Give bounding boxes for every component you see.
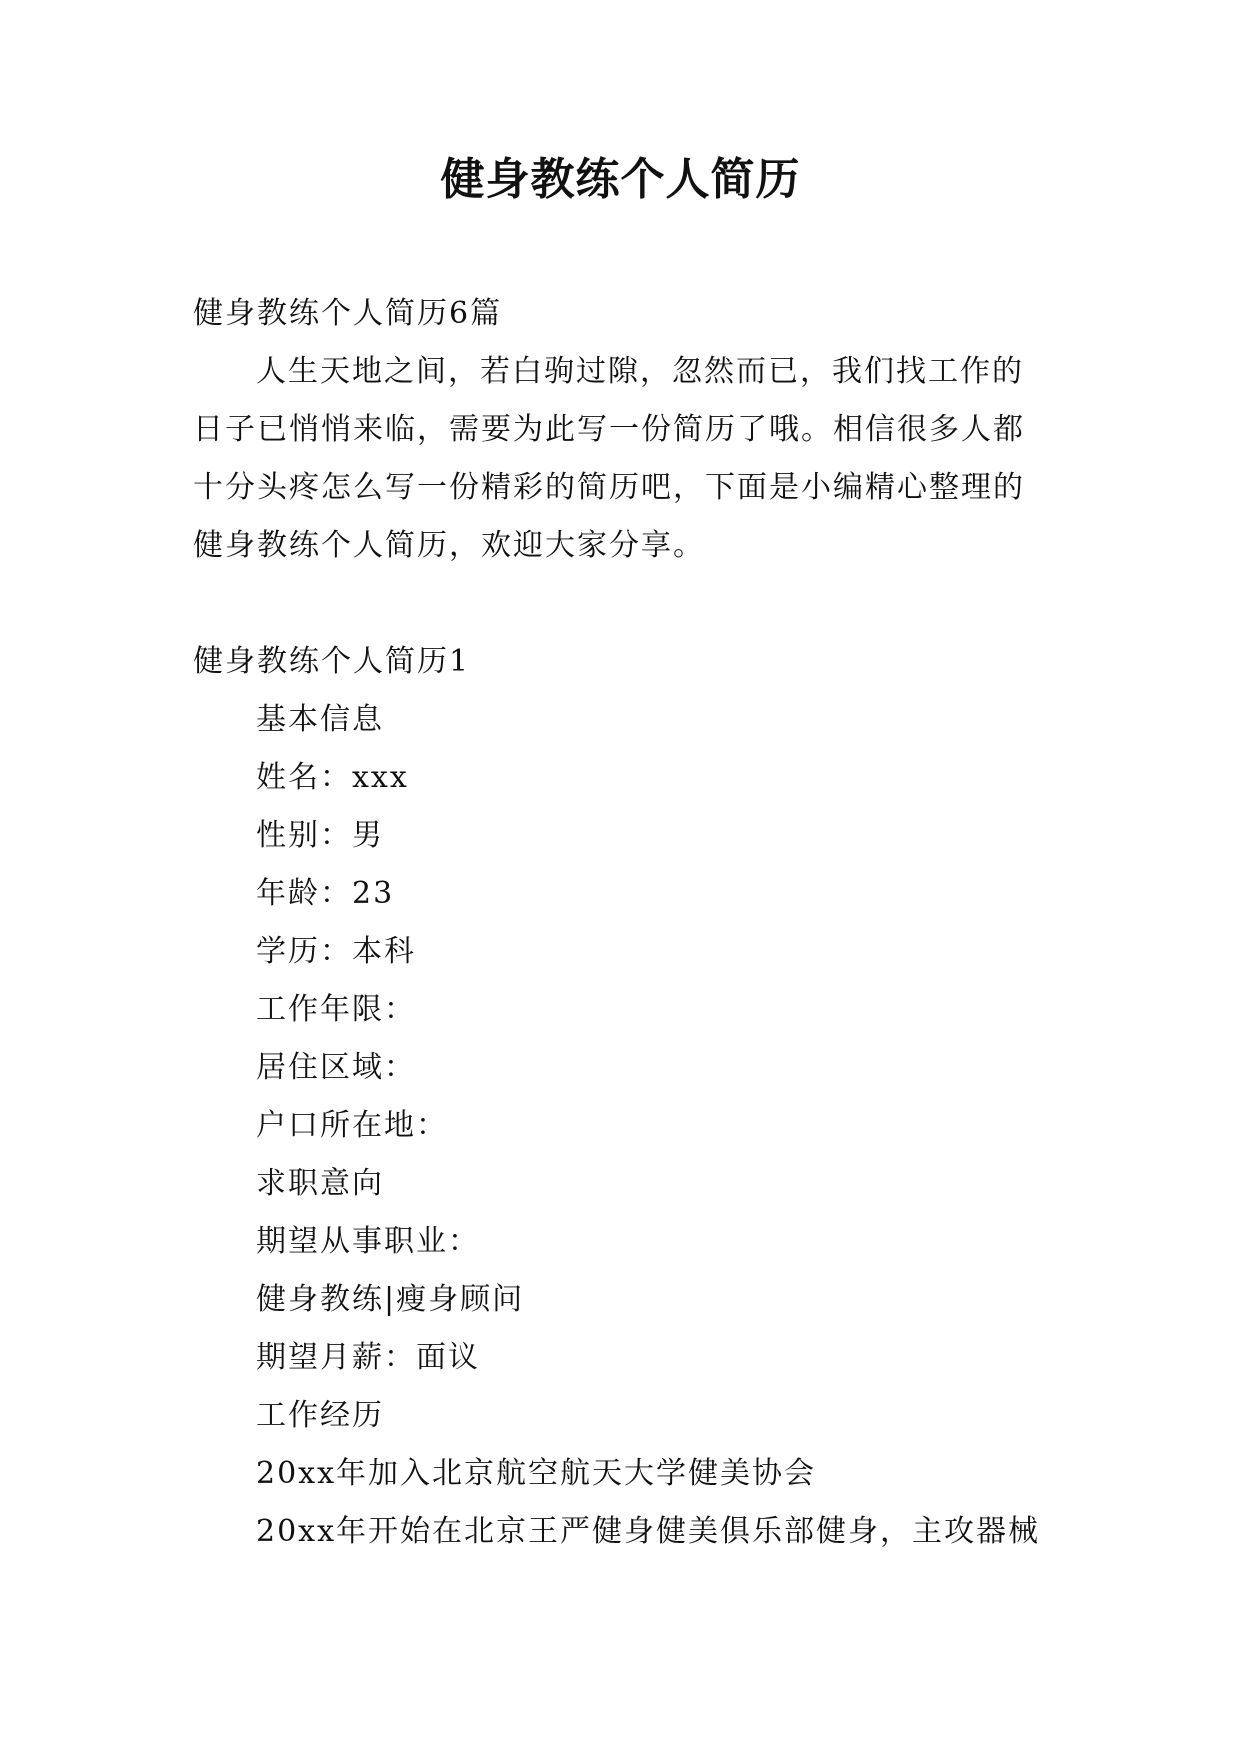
resume-field: 工作经历	[256, 1398, 384, 1433]
resume-field: 性别：男	[256, 818, 384, 853]
resume-field: 居住区域：	[256, 1050, 416, 1085]
resume-field: 期望从事职业：	[256, 1224, 480, 1259]
intro-line: 健身教练个人简历，欢迎大家分享。	[193, 528, 705, 563]
intro-line: 十分头疼怎么写一份精彩的简历吧，下面是小编精心整理的	[193, 470, 1025, 505]
intro-line: 人生天地之间，若白驹过隙，忽然而已，我们找工作的	[256, 354, 1024, 389]
subtitle: 健身教练个人简历6篇	[193, 296, 503, 331]
resume-field: 20xx年加入北京航空航天大学健美协会	[256, 1456, 817, 1491]
section-heading: 健身教练个人简历1	[193, 644, 471, 679]
resume-field: 健身教练|瘦身顾问	[256, 1282, 525, 1317]
resume-field: 学历：本科	[256, 934, 416, 969]
resume-field: 期望月薪：面议	[256, 1340, 480, 1375]
document-title: 健身教练个人简历	[440, 154, 801, 205]
resume-field: 户口所在地：	[256, 1108, 448, 1143]
resume-field: 年龄：23	[256, 876, 395, 911]
resume-field: 求职意向	[256, 1166, 384, 1201]
resume-field: 工作年限：	[256, 992, 416, 1027]
resume-field: 姓名：xxx	[256, 760, 409, 795]
resume-field: 20xx年开始在北京王严健身健美俱乐部健身，主攻器械	[256, 1514, 1041, 1549]
resume-field: 基本信息	[256, 702, 384, 737]
intro-line: 日子已悄悄来临，需要为此写一份简历了哦。相信很多人都	[193, 412, 1025, 447]
